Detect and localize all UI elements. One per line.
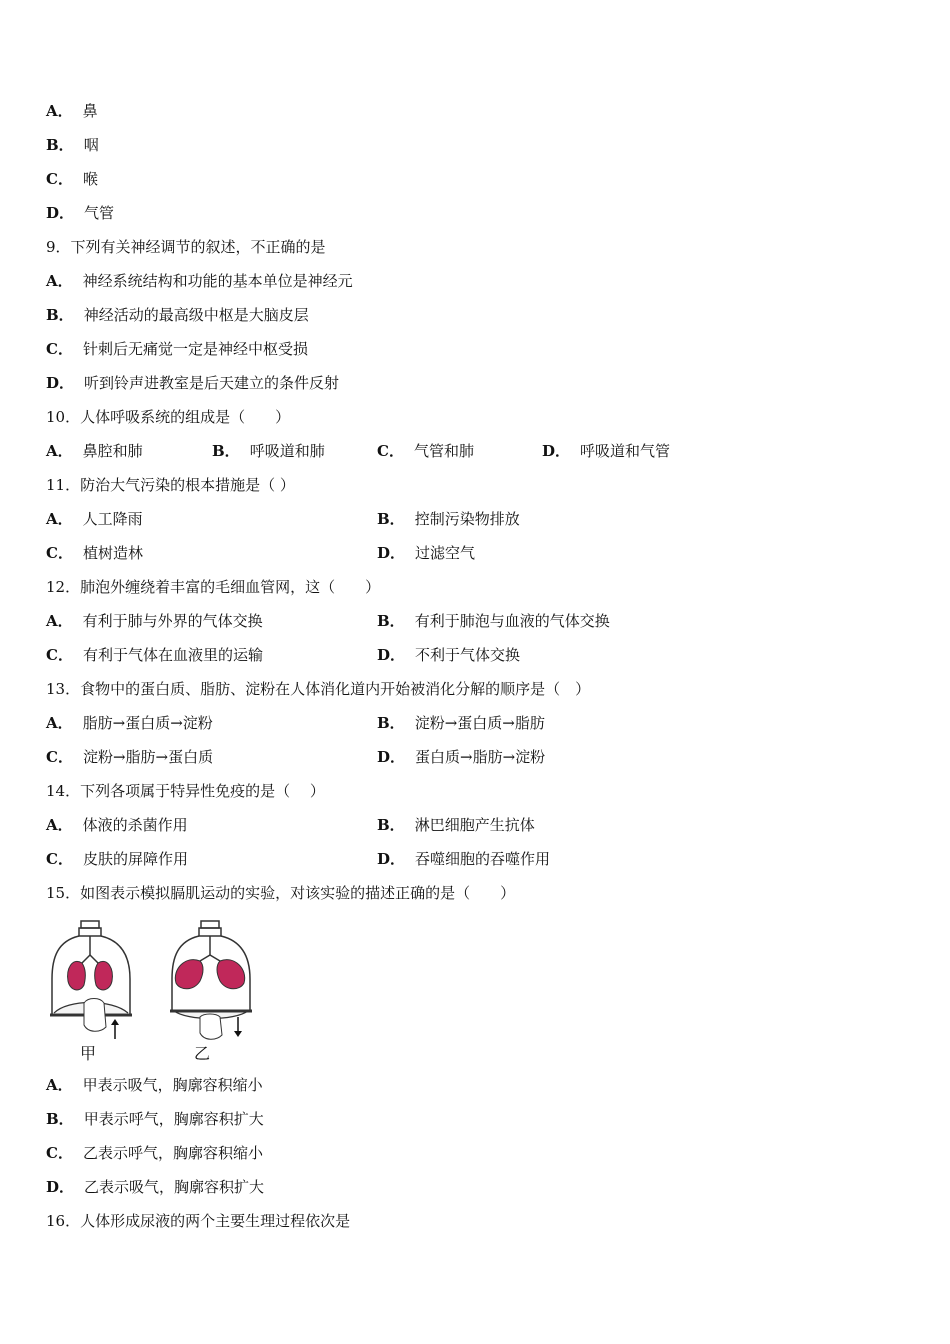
q8-option-c: C． 喉 xyxy=(46,170,98,188)
q12-option-b: B． 有利于肺泡与血液的气体交换 xyxy=(377,612,610,630)
q9-option-a: A． 神经系统结构和功能的基本单位是神经元 xyxy=(46,272,353,290)
q12-option-a: A． 有利于肺与外界的气体交换 xyxy=(46,612,263,630)
q13-stem: 13．食物中的蛋白质、脂肪、淀粉在人体消化道内开始被消化分解的顺序是（ ） xyxy=(46,680,591,698)
q12-option-d: D． 不利于气体交换 xyxy=(377,646,521,664)
q11-option-d: D． 过滤空气 xyxy=(377,544,476,562)
q16-stem: 16．人体形成尿液的两个主要生理过程依次是 xyxy=(46,1212,351,1230)
figure-caption-yi: 乙 xyxy=(194,1044,211,1063)
q8-option-d: D． 气管 xyxy=(46,204,115,222)
q8-option-b: B． 咽 xyxy=(46,136,99,154)
q12-stem: 12．肺泡外缠绕着丰富的毛细血管网，这（ ） xyxy=(46,578,381,596)
q10-option-c: C． 气管和肺 xyxy=(377,442,474,460)
q10-option-b: B． 呼吸道和肺 xyxy=(212,442,325,460)
q14-option-b: B． 淋巴细胞产生抗体 xyxy=(377,816,535,834)
q15-option-c: C． 乙表示呼气，胸廓容积缩小 xyxy=(46,1144,263,1162)
q11-option-b: B． 控制污染物排放 xyxy=(377,510,520,528)
q10-stem: 10．人体呼吸系统的组成是（ ） xyxy=(46,408,291,426)
q8-option-a: A． 鼻 xyxy=(46,102,98,120)
q14-option-c: C． 皮肤的屏障作用 xyxy=(46,850,188,868)
q10-option-a: A． 鼻腔和肺 xyxy=(46,442,143,460)
figure-caption-jia: 甲 xyxy=(80,1044,97,1063)
q9-stem: 9．下列有关神经调节的叙述，不正确的是 xyxy=(46,238,326,256)
q13-option-b: B． 淀粉→蛋白质→脂肪 xyxy=(377,714,545,732)
q11-option-a: A． 人工降雨 xyxy=(46,510,143,528)
q11-stem: 11．防治大气污染的根本措施是（ ） xyxy=(46,476,295,494)
q12-option-c: C． 有利于气体在血液里的运输 xyxy=(46,646,263,664)
q9-option-b: B． 神经活动的最高级中枢是大脑皮层 xyxy=(46,306,309,324)
q15-option-d: D． 乙表示吸气，胸廓容积扩大 xyxy=(46,1178,265,1196)
q15-option-a: A． 甲表示吸气，胸廓容积缩小 xyxy=(46,1076,263,1094)
jar-jia xyxy=(50,921,132,1039)
q14-option-d: D． 吞噬细胞的吞噬作用 xyxy=(377,850,551,868)
q9-option-d: D． 听到铃声进教室是后天建立的条件反射 xyxy=(46,374,340,392)
q13-option-c: C． 淀粉→脂肪→蛋白质 xyxy=(46,748,214,766)
diaphragm-experiment-figure xyxy=(48,917,268,1063)
jar-yi xyxy=(170,921,252,1039)
q15-option-b: B． 甲表示呼气，胸廓容积扩大 xyxy=(46,1110,264,1128)
q11-option-c: C． 植树造林 xyxy=(46,544,143,562)
q10-option-d: D． 呼吸道和气管 xyxy=(542,442,671,460)
q13-option-a: A． 脂肪→蛋白质→淀粉 xyxy=(46,714,213,732)
q13-option-d: D． 蛋白质→脂肪→淀粉 xyxy=(377,748,546,766)
q15-stem: 15．如图表示模拟膈肌运动的实验，对该实验的描述正确的是（ ） xyxy=(46,884,516,902)
q14-stem: 14．下列各项属于特异性免疫的是（ ） xyxy=(46,782,325,800)
q9-option-c: C． 针刺后无痛觉一定是神经中枢受损 xyxy=(46,340,308,358)
q14-option-a: A． 体液的杀菌作用 xyxy=(46,816,188,834)
